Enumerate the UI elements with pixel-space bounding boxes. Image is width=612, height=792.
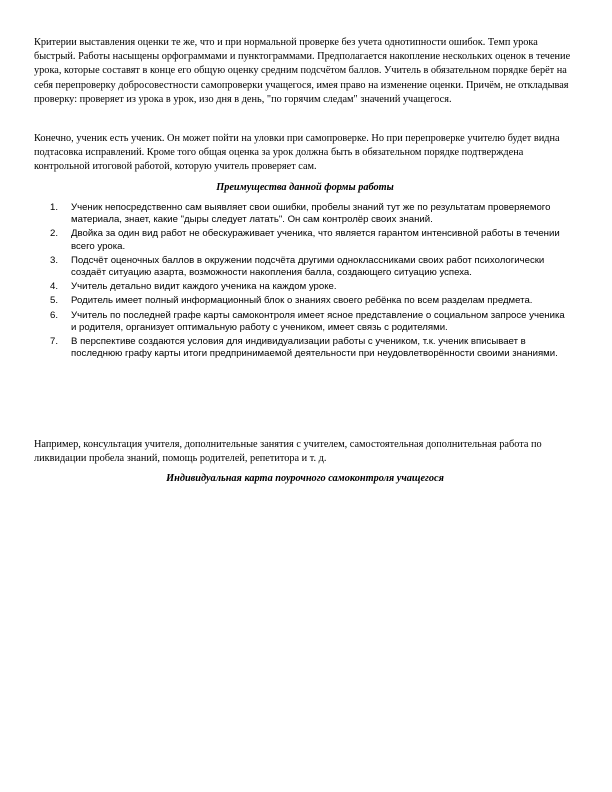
list-item-text: Учитель детально видит каждого ученика на каждом уроке. xyxy=(71,281,337,293)
list-item xyxy=(50,336,570,360)
list-item-number: 5. xyxy=(50,295,59,307)
list-item-text: В перспективе создаются условия для индивидуализации работы с учеником, т.к. ученик вписывает в последнюю графу карты итоги предпринимаемой деятельности при неудовлетворённости своими знаниями. xyxy=(71,336,558,360)
list-item xyxy=(50,295,570,307)
list-item-number: 7. xyxy=(50,336,59,348)
paragraph-examples: Например, консультация учителя, дополнительные занятия с учителем, самостоятельная дополнительная работа по ликвидации пробела знаний, помощь родителей, репетитора и т. д. xyxy=(34,439,542,465)
list-item xyxy=(50,255,570,279)
paragraph-teacher-recheck: Конечно, ученик есть ученик. Он может пойти на уловки при самопроверке. Но при перепроверке учителю будет видна подтасовка исправлений. Кроме того общая оценка за урок должна быть в обязательном порядке подтверждена контрольной итоговой работой, которую учитель проверяет сам. xyxy=(34,133,560,173)
section-heading-self-control-card: Индивидуальная карта поурочного самоконтроля учащегося xyxy=(166,473,444,484)
list-item-number: 3. xyxy=(50,254,59,266)
advantages-list xyxy=(50,202,570,362)
list-item-text: Подсчёт оценочных баллов в окружении подсчёта другими одноклассниками своих работ психологически создаёт ситуацию азарта, возможности накопления балла, создающего ситуацию успеха. xyxy=(71,254,545,279)
list-item xyxy=(50,281,570,293)
list-item-text: Родитель имеет полный информационный блок о знаниях своего ребёнка по всем разделам предмета. xyxy=(71,295,533,307)
list-item xyxy=(50,228,570,252)
list-item-text: Двойка за один вид работ не обескураживает ученика, что является гарантом интенсивной работы в течении всего урока. xyxy=(71,228,560,252)
list-item-number: 4. xyxy=(50,281,59,293)
list-item-number: 2. xyxy=(50,228,59,240)
list-item-number: 1. xyxy=(50,202,59,213)
list-item-number: 6. xyxy=(50,309,59,321)
list-item-text: Учитель по последней графе карты самоконтроля имеет ясное представление о социальном запросе ученика и родителя, организует оптимальную работу с учеником, имеет связь с родителями. xyxy=(71,309,565,333)
section-heading-advantages: Преимущества данной формы работы xyxy=(216,182,394,193)
paragraph-assessment-criteria: Критерии выставления оценки те же, что и при нормальной проверке без учета однотипности ошибок. Темп урока быстрый. Работы насыщены орфограммами и пунктограммами. Предполагается накопление нескольких оценок в течение урока, которые составят в конце его общую оценку средним подсчётом баллов. Учитель в обязательном порядке берёт на себя перепроверку добросовестности самопроверки учащегося, имея право на изменение оценки. Причём, не откладывая проверку: проверяет из урока в урок, изо дня в день, "по горячим следам" значений учащегося. xyxy=(34,37,571,105)
list-item-text: Ученик непосредственно сам выявляет свои ошибки, пробелы знаний тут же по результатам проверяемого материала, знает, какие "дыры следует латать". Он сам контролёр своих знаний. xyxy=(71,202,551,226)
list-item xyxy=(50,202,570,226)
list-item xyxy=(50,310,570,334)
